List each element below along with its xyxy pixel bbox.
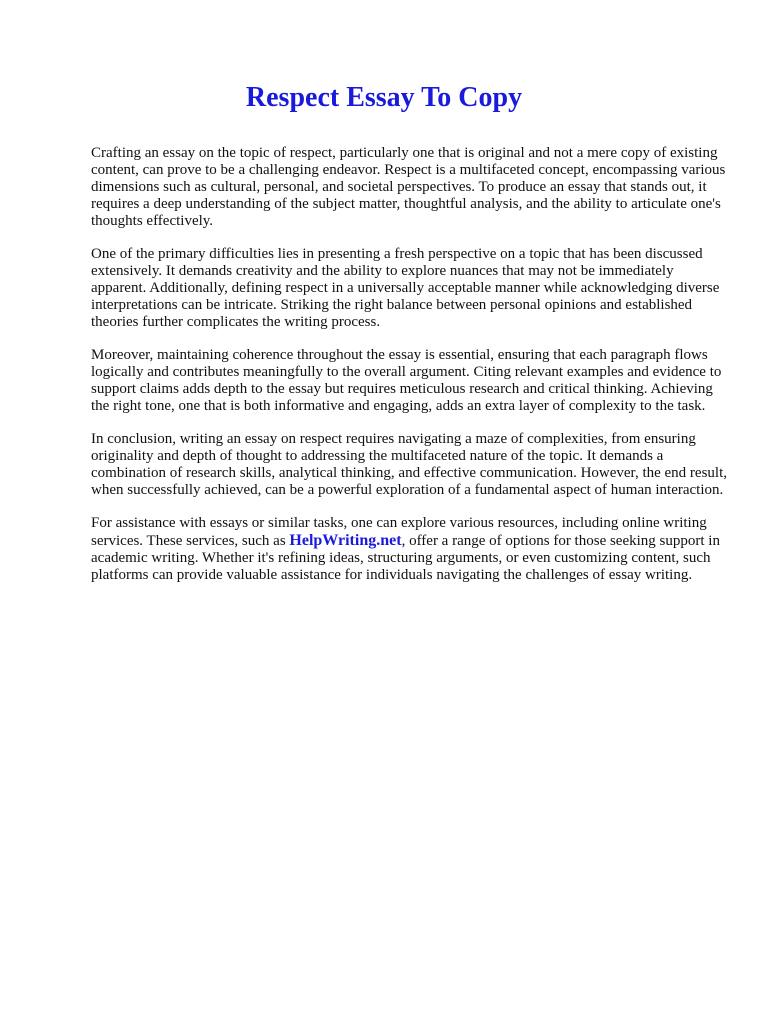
paragraph-2: One of the primary difficulties lies in presenting a fresh perspective on a topic that has been discussed extensively. It demands creativity and the ability to explore nuances that may not be immediately apparent. Additionally, defining respect in a universally acceptable manner while acknowledging diverse interpretations can be intricate. Striking the right balance between personal opinions and established theories further complicates the writing process. xyxy=(91,246,720,330)
document-body xyxy=(91,145,731,600)
paragraph-4: In conclusion, writing an essay on respect requires navigating a maze of complexities, from ensuring originality and depth of thought to addressing the multifaceted nature of the topic. It demands a combination of research skills, analytical thinking, and effective communication. However, the end result, when successfully achieved, can be a powerful exploration of a fundamental aspect of human interaction. xyxy=(91,431,728,498)
paragraph-3: Moreover, maintaining coherence throughout the essay is essential, ensuring that each paragraph flows logically and contributes meaningfully to the overall argument. Citing relevant examples and evidence to support claims adds depth to the essay but requires meticulous research and critical thinking. Achieving the right tone, one that is both informative and engaging, adds an extra layer of complexity to the task. xyxy=(91,347,722,414)
paragraph-5 xyxy=(91,515,731,584)
helpwriting-link[interactable]: HelpWriting.net xyxy=(289,532,402,549)
paragraph-1: Crafting an essay on the topic of respect, particularly one that is original and not a mere copy of existing content, can prove to be a challenging endeavor. Respect is a multifaceted concept, encompassing various dimensions such as cultural, personal, and societal perspectives. To produce an essay that stands out, it requires a deep understanding of the subject matter, thoughtful analysis, and the ability to articulate one's thoughts effectively. xyxy=(91,145,726,229)
paragraph-5-text-after-link: , offer a range of options for those seeking support in academic writing. Whether it's refining ideas, structuring arguments, or even customizing content, such platforms can provide valuable assistance for individuals navigating the challenges of essay writing. xyxy=(91,533,720,583)
document-title: Respect Essay To Copy xyxy=(245,82,523,113)
paragraph-5-text-before-link: For assistance with essays or similar tasks, one can explore various resources, including online writing services. These services, such as xyxy=(91,515,707,549)
